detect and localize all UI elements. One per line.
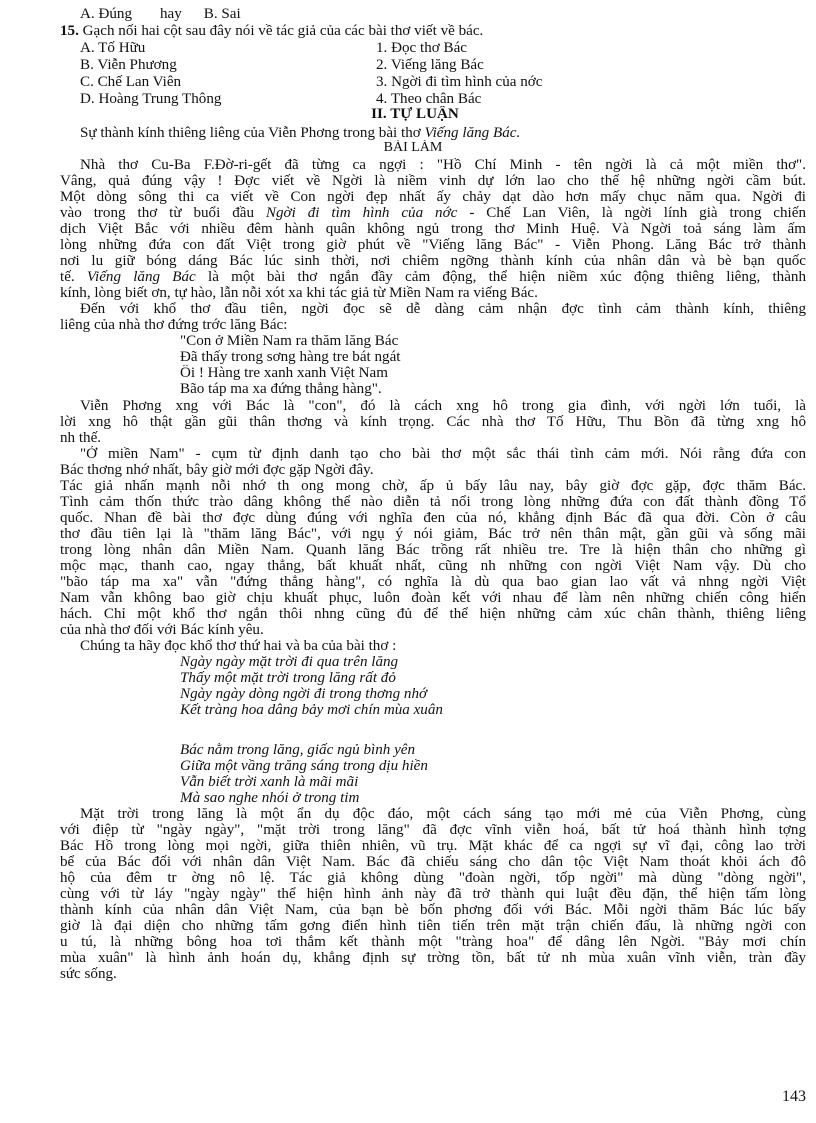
q15-number: 15. bbox=[60, 23, 79, 39]
paragraph-line: Tác giả nhấn mạnh nỗi nhớ th ong mong chờ, ấp ủ bấy lâu nay, bây giờ đợc gặp, đợc thăm Bác. bbox=[60, 478, 806, 494]
paragraph-line: quốc. Nhan đề bài thơ đợc dùng đúng với nghĩa đen của nó, khẳng định Bác đã qua đời. Còn ở câu bbox=[60, 510, 806, 526]
q14-option-a: A. Đúng bbox=[80, 6, 132, 22]
q15-left-item: A. Tố Hữu bbox=[80, 40, 146, 56]
poem-line: Bác nằm trong lăng, giấc ngủ bình yên bbox=[180, 742, 416, 758]
q14-options bbox=[80, 6, 816, 22]
paragraph-line: trong lòng nhân dân Miền Nam. Quanh lăng Bác trồng rất nhiều tre. Tre là hiện thân cho những gì bbox=[60, 542, 806, 558]
q15-right-item: 2. Viếng lăng Bác bbox=[376, 57, 484, 73]
essay-prompt-text: Sự thành kính thiêng liêng của Viễn Phơng trong bài thơ bbox=[80, 125, 421, 141]
paragraph-line: của nhà thơ đối với Bác kính yêu. bbox=[60, 622, 264, 638]
text-run: vào trong thơ từ buổi đầu bbox=[60, 205, 266, 221]
paragraph-line: dịch Việt Bắc với nhiều đêm hành quân không ngủ trong thơ Minh Huệ. Và Ngời toả sáng làm ấm bbox=[60, 221, 806, 237]
paragraph-line bbox=[60, 205, 806, 222]
paragraph-line: Bác thơng nhớ nhất, bây giờ mới đợc gặp Ngời đây. bbox=[60, 462, 374, 478]
paragraph-line: Nhà thơ Cu-Ba F.Đờ-ri-gết đã từng ca ngợi : "Hồ Chí Minh - tên ngời là cả một miền thơ". bbox=[80, 157, 806, 173]
q15-left-item: B. Viễn Phương bbox=[80, 57, 177, 73]
paragraph-line: Tình cảm thốn thức trào dâng không thể nào diễn tả nổi trong lòng những đứa con đất thành đồng Tổ bbox=[60, 494, 806, 510]
paragraph-line: lòng những đứa con đất Việt trong giờ phút về "Viếng lăng Bác" - Viễn Phong. Lăng Bác trở thành bbox=[60, 237, 806, 253]
poem-line: "Con ở Miền Nam ra thăm lăng Bác bbox=[180, 333, 399, 349]
essay-heading: BÀI LÀM bbox=[383, 140, 443, 155]
text-run: tế. bbox=[60, 269, 87, 285]
paragraph-line: liêng của nhà thơ đứng trớc lăng Bác: bbox=[60, 317, 288, 333]
paragraph-line: nh thế. bbox=[60, 430, 102, 446]
paragraph-line: mùa xuân" là hình ảnh hoán dụ, khẳng định sự trờng tồn, bất tử nh mùa xuân vĩnh viễn, tràn đầy bbox=[60, 950, 806, 966]
paragraph-line: lời xng hô thật gần gũi thân thơng và kính trọng. Các nhà thơ Tố Hữu, Thu Bồn đã từng xng hô bbox=[60, 414, 806, 430]
poem-line: Thấy một mặt trời trong lăng rất đỏ bbox=[180, 670, 396, 686]
paragraph-line: hộ của đêm tr ờng nô lệ. Tác giả không dùng "đoàn ngời, tốp ngời" mà dùng "dòng ngời", bbox=[60, 870, 806, 886]
q14-or: hay bbox=[160, 6, 182, 22]
poem-line: Ngày ngày dòng ngời đi trong thơng nhớ bbox=[180, 686, 428, 702]
paragraph-line: sức sống. bbox=[60, 966, 117, 982]
italic-title: Viếng lăng Bác bbox=[86, 269, 196, 285]
paragraph-line: nơi lu giữ bóng dáng Bác lúc sinh thời, nơi chiêm ngỡng thành kính của nhân dân và bè bạn quốc bbox=[60, 253, 806, 269]
poem-line: Giữa một vầng trăng sáng trong dịu hiền bbox=[180, 758, 428, 774]
text-run: - Chế Lan Viên, là ngời lính già trong chiến bbox=[469, 205, 806, 221]
paragraph-line: Đến với khổ thơ đầu tiên, ngời đọc sẽ dễ dàng cảm nhận đợc tình cảm thành kính, thiêng bbox=[80, 301, 806, 317]
paragraph-line: bể của Bác đối với nhân dân Việt Nam. Bác đã chiếu sáng cho dân tộc Việt Nam thoát khỏi ách đô bbox=[60, 854, 806, 870]
paragraph-line: cùng với từ láy "ngày ngày" thể hiện hình ảnh này đã trở thành qui luật đều đặn, thể hiện tấm lòng bbox=[60, 886, 806, 902]
paragraph-line: Mặt trời trong lăng là một ẩn dụ độc đáo, một cách sáng tạo mới mẻ của Viễn Phơng, cùng bbox=[80, 806, 806, 822]
page-number: 143 bbox=[782, 1088, 806, 1105]
paragraph-line: kính, lòng biết ơn, tự hào, lẫn nỗi xót xa khi tác giả từ Miền Nam ra viếng Bác. bbox=[60, 285, 538, 301]
essay-prompt-title: Viếng lăng Bác. bbox=[424, 125, 521, 141]
poem-line: Đã thấy trong sơng hàng tre bát ngát bbox=[180, 349, 401, 365]
italic-title: Ngời đi tìm hình của nớc bbox=[265, 205, 458, 221]
paragraph-line: u tú, là những bông hoa tơi thắm kết thành một "tràng hoa" để dâng lên Ngời. "Bảy mơi chín bbox=[60, 934, 806, 950]
poem-line: Vẫn biết trời xanh là mãi mãi bbox=[180, 774, 359, 790]
paragraph-line: hách. Chỉ một khổ thơ ngắn thôi nhng cũng đủ để thể hiện những cảm xúc chân thành, thiêng liêng bbox=[60, 606, 806, 622]
essay-prompt bbox=[80, 125, 816, 141]
q15-left-item: D. Hoàng Trung Thông bbox=[80, 91, 222, 107]
text-run: là một bài thơ ngắn đầy cảm động, thể hiện niềm xúc động thiêng liêng, thành bbox=[208, 269, 806, 285]
paragraph-line: với điệp từ "ngày ngày", "mặt trời trong lăng" đã đợc vĩnh viễn hoá, bất tử hoá thành hình tợng bbox=[60, 822, 806, 838]
poem-line: Ôi ! Hàng tre xanh xanh Việt Nam bbox=[180, 365, 388, 381]
q15-left-item: C. Chế Lan Viên bbox=[80, 74, 182, 90]
q15-right-item: 1. Đọc thơ Bác bbox=[376, 40, 467, 56]
paragraph-line: Viễn Phơng xng với Bác là "con", đó là cách xng hô trong gia đình, với ngời lớn tuổi, là bbox=[80, 398, 806, 414]
paragraph-line: Nam vẫn không bao giờ chịu khuất phục, luôn đoàn kết với nhau để làm nên những chiến công hiển bbox=[60, 590, 806, 606]
paragraph-line: thơ đầu tiên lại là "thăm lăng Bác", với ngụ ý nói giảm, Bác trở nên thân mật, gần gũi và sống mãi bbox=[60, 526, 806, 542]
paragraph-line: "bão táp ma xa" vẫn "đứng thẳng hàng", có nghĩa là dù qua bao gian lao vất vả nhng ngời Việt bbox=[60, 574, 806, 590]
q14-option-b: B. Sai bbox=[203, 6, 241, 22]
poem-line: Kết tràng hoa dâng bảy mơi chín mùa xuân bbox=[180, 702, 443, 718]
poem-line: Mà sao nghe nhói ở trong tim bbox=[180, 790, 360, 806]
paragraph-line: Một dòng sông thi ca viết về Con ngời đẹp nhất ấy chảy dạt dào hơn mấy chục năm qua. Ngời đi bbox=[60, 189, 806, 205]
paragraph-line: Vâng, quả đúng vậy ! Đợc viết về Ngời là niềm vinh dự lớn lao cho thế hệ những ngời cầm bút. bbox=[60, 173, 806, 189]
paragraph-line: Bác Hồ trong lòng mọi ngời, giữa thiên nhiên, vũ trụ. Mặt khác để ca ngợi sự vĩ đại, công lao trời bbox=[60, 838, 806, 854]
q15-right-item: 3. Ngời đi tìm hình của nớc bbox=[376, 74, 543, 90]
q15-stem bbox=[60, 23, 806, 39]
paragraph-line: "Ở miền Nam" - cụm từ định danh tạo cho bài thơ một sắc thái tình cảm mới. Nói rằng đứa con bbox=[80, 446, 806, 462]
poem-line: Bão táp ma xa đứng thẳng hàng". bbox=[180, 381, 382, 397]
paragraph-line: giờ là đại diện cho những tấm gơng điển hình tiên tiến trên mặt trận chiến đấu, là những ngời con bbox=[60, 918, 806, 934]
paragraph-line: thành kính của nhân dân Việt Nam, của bạn bè bốn phơng đối với Bác. Mỗi ngời thăm Bác lúc bấy bbox=[60, 902, 806, 918]
paragraph-line: Chúng ta hãy đọc khổ thơ thứ hai và ba của bài thơ : bbox=[80, 638, 397, 654]
section-title: II. TỰ LUẬN bbox=[371, 106, 459, 122]
poem-line: Ngày ngày mặt trời đi qua trên lăng bbox=[180, 654, 399, 670]
q15-stem-text: Gạch nối hai cột sau đây nói về tác giả của các bài thơ viết về bác. bbox=[82, 23, 484, 39]
paragraph-line bbox=[60, 269, 806, 286]
paragraph-line: mộc mạc, thanh cao, ngay thẳng, bất khuất nhất, cũng nh những con ngời Việt Nam vậy. Dù cho bbox=[60, 558, 806, 574]
q15-right-item: 4. Theo chân Bác bbox=[376, 91, 482, 107]
